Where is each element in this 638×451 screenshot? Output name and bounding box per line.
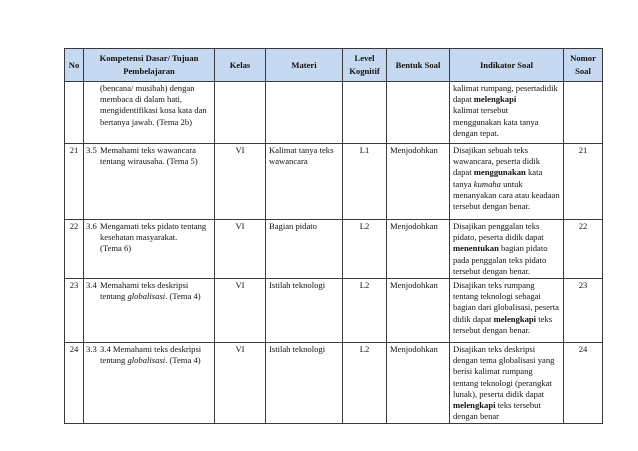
text-fragment: (Tema 6) [100, 243, 132, 254]
indikator-text: menggunakan kata tanya [453, 116, 539, 127]
indikator-text: untuk menanyakan cara atau keadaan tersebut dengan benar. [453, 178, 560, 212]
kd-code: 3.5 [86, 145, 97, 155]
header-level: Level Kognitif [343, 49, 387, 82]
level-cell: L2 [343, 343, 387, 424]
bentuk-cell: Menjodohkan [387, 144, 450, 220]
indikator-bold-term: menggunakan [473, 167, 526, 178]
kd-code: 3.3 [86, 344, 97, 355]
kompetensi-line [86, 355, 211, 366]
level-cell [343, 82, 387, 144]
kompetensi-line [86, 156, 211, 167]
row-number: 22 [65, 220, 84, 279]
text-fragment: tentang wirausaha. (Tema 5) [100, 156, 198, 167]
indikator-text: Disajikan teks rumpang tentang teknologi sebagai bagian dari globalisasi, peserta didik dapat [453, 280, 559, 324]
table-row [65, 82, 603, 144]
text-fragment: membaca di dalam hati, [100, 94, 183, 105]
table-row [65, 144, 603, 220]
text-fragment: tentang [100, 291, 128, 302]
materi-cell: Kalimat tanya teks wawancara [266, 144, 343, 220]
kelas-cell: VI [215, 343, 266, 424]
header-bentuk: Bentuk Soal [387, 49, 450, 82]
text-fragment: . (Tema 4) [165, 291, 201, 302]
kompetensi-cell [84, 279, 215, 343]
materi-cell: Bagian pidato [266, 220, 343, 279]
row-number: 24 [65, 343, 84, 424]
nomor-soal-cell: 23 [564, 279, 603, 343]
nomor-soal-cell: 24 [564, 343, 603, 424]
kelas-cell [215, 82, 266, 144]
kelas-cell: VI [215, 279, 266, 343]
nomor-soal-cell: 22 [564, 220, 603, 279]
row-number: 23 [65, 279, 84, 343]
indikator-text: bagian pidato pada penggalan teks pidato tersebut dengan benar. [453, 243, 548, 276]
indikator-cell [450, 279, 564, 343]
bentuk-cell [387, 82, 450, 144]
kompetensi-line [86, 94, 211, 105]
indikator-text: didik dapat [453, 83, 558, 105]
kisi-kisi-table [64, 48, 603, 424]
kompetensi-line [86, 280, 211, 291]
text-fragment: kesehatan masyarakat. [100, 232, 178, 243]
indikator-bold-term: melengkapi [453, 400, 496, 411]
indikator-text: teks tersebut dengan benar. [453, 313, 553, 335]
level-cell: L2 [343, 279, 387, 343]
indikator-cell [450, 82, 564, 144]
kompetensi-cell [84, 343, 215, 424]
indikator-cell [450, 343, 564, 424]
materi-cell: Istilah teknologi [266, 343, 343, 424]
kompetensi-cell [84, 82, 215, 144]
indikator-cell [450, 220, 564, 279]
kelas-cell: VI [215, 144, 266, 220]
text-fragment: Memahami teks wawancara [100, 145, 196, 155]
materi-cell: Istilah teknologi [266, 279, 343, 343]
kompetensi-line [86, 105, 211, 116]
header-row [65, 49, 603, 82]
indikator-text: kalimat tersebut [453, 105, 509, 116]
table-row [65, 220, 603, 279]
kelas-cell: VI [215, 220, 266, 279]
materi-cell [266, 82, 343, 144]
header-kelas: Kelas [215, 49, 266, 82]
text-fragment: Memahami teks deskripsi [100, 280, 189, 291]
kompetensi-cell [84, 220, 215, 279]
kompetensi-line [86, 291, 211, 302]
kompetensi-line [86, 145, 211, 156]
text-fragment: mengidentifikasi kosa kata dan [100, 105, 207, 116]
indikator-cell [450, 144, 564, 220]
text-fragment: . (Tema 4) [165, 355, 201, 366]
indikator-bold-term: melengkapi [493, 313, 537, 324]
text-fragment: 3.4 Memahami teks deskripsi [100, 344, 202, 355]
indikator-italic-term: kumaha [473, 178, 501, 189]
indikator-text: teks tersebut dengan benar [453, 400, 541, 422]
kompetensi-line [86, 232, 211, 243]
indikator-text: kalimat rumpang, peserta [453, 83, 541, 93]
indikator-bold-term: menentukan [453, 243, 499, 254]
table-row [65, 279, 603, 343]
text-fragment: Mengamati teks pidato tentang [100, 221, 207, 231]
header-nomor: Nomor Soal [564, 49, 603, 82]
header-materi: Materi [266, 49, 343, 82]
bentuk-cell: Menjodohkan [387, 279, 450, 343]
indikator-text: Disajikan teks deskripsi dengan tema globalisasi yang berisi kalimat rumpang tentang teknologi (perangkat lunak), peserta didik dapat [453, 344, 555, 399]
text-fragment: (bencana/ musibah) dengan [100, 83, 195, 93]
level-cell: L2 [343, 220, 387, 279]
bentuk-cell: Menjodohkan [387, 343, 450, 424]
row-number [65, 82, 84, 144]
kompetensi-line [86, 221, 211, 232]
bentuk-cell: Menjodohkan [387, 220, 450, 279]
kd-code: 3.4 [86, 280, 97, 291]
table-row [65, 343, 603, 424]
nomor-soal-cell [564, 82, 603, 144]
header-kompetensi: Kompetensi Dasar/ Tujuan Pembelajaran [84, 49, 215, 82]
header-no: No [65, 49, 84, 82]
indikator-text: Disajikan penggalan teks pidato, peserta didik dapat [453, 221, 544, 243]
kompetensi-line [86, 83, 211, 94]
level-cell: L1 [343, 144, 387, 220]
indikator-bold-term: melengkapi [473, 94, 517, 105]
header-indikator: Indikator Soal [450, 49, 564, 82]
indikator-text: kata tanya [453, 167, 543, 189]
indikator-text: dengan tepat. [453, 127, 499, 138]
kompetensi-line [86, 344, 211, 355]
kompetensi-line [86, 243, 211, 254]
kd-code: 3.6 [86, 221, 97, 231]
text-fragment: tentang [100, 355, 128, 366]
nomor-soal-cell: 21 [564, 144, 603, 220]
italic-term: globalisasi [127, 291, 166, 302]
kompetensi-cell [84, 144, 215, 220]
kompetensi-line [86, 117, 211, 128]
row-number: 21 [65, 144, 84, 220]
text-fragment: bertanya jawab. (Tema 2b) [100, 116, 192, 127]
italic-term: globalisasi [127, 355, 166, 366]
indikator-text: Disajikan sebuah teks wawancara, peserta didik dapat [453, 145, 541, 178]
